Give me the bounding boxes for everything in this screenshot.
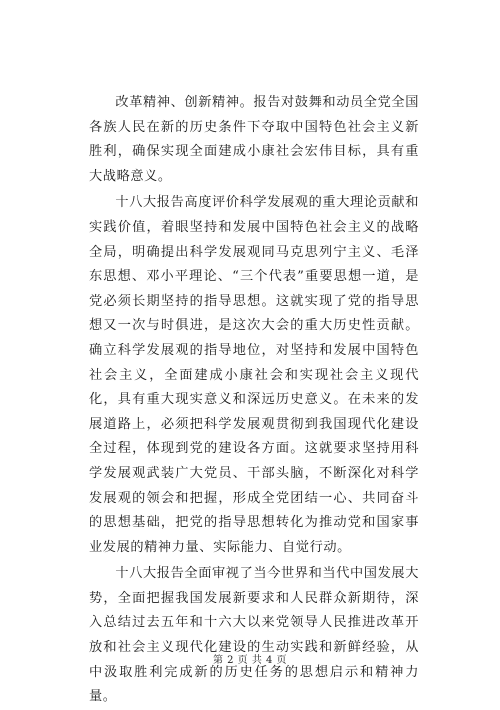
document-body [89,91,419,710]
paragraph-2: 十八大报告高度评价科学发展观的重大理论贡献和实践价值，着眼坚持和发展中国特色社会主义的战略全局，明确提出科学发展观同马克思列宁主义、毛泽东思想、邓小平理论、“三个代表”重要思想一道，是党必须长期坚持的指导思想。这就实现了党的指导思想又一次与时俱进，是这次大会的重大历史性贡献。确立科学发展观的指导地位，对坚持和发展中国特色社会主义，全面建成小康社会和实现社会主义现代化，具有重大现实意义和深远历史意义。在未来的发展道路上，必须把科学发展观贯彻到我国现代化建设全过程，体现到党的建设各方面。这就要求坚持用科学发展观武装广大党员、干部头脑，不断深化对科学发展观的领会和把握，形成全党团结一心、共同奋斗的思想基础，把党的指导思想转化为推动党和国家事业发展的精神力量、实际能力、自觉行动。 [89,195,419,555]
page-number-footer: 第 2 页 共 4 页 [212,655,288,666]
paragraph-3: 十八大报告全面审视了当今世界和当代中国发展大势，全面把握我国发展新要求和人民群众新期待，深入总结过去五年和十六大以来党领导人民推进改革开放和社会主义现代化建设的生动实践和新鲜经验，从中汲取胜利完成新的历史任务的思想启示和精神力量。 [89,566,419,705]
paragraph-1: 改革精神、创新精神。报告对鼓舞和动员全党全国各族人民在新的历史条件下夺取中国特色社会主义新胜利，确保实现全面建成小康社会宏伟目标，具有重大战略意义。 [89,95,419,184]
